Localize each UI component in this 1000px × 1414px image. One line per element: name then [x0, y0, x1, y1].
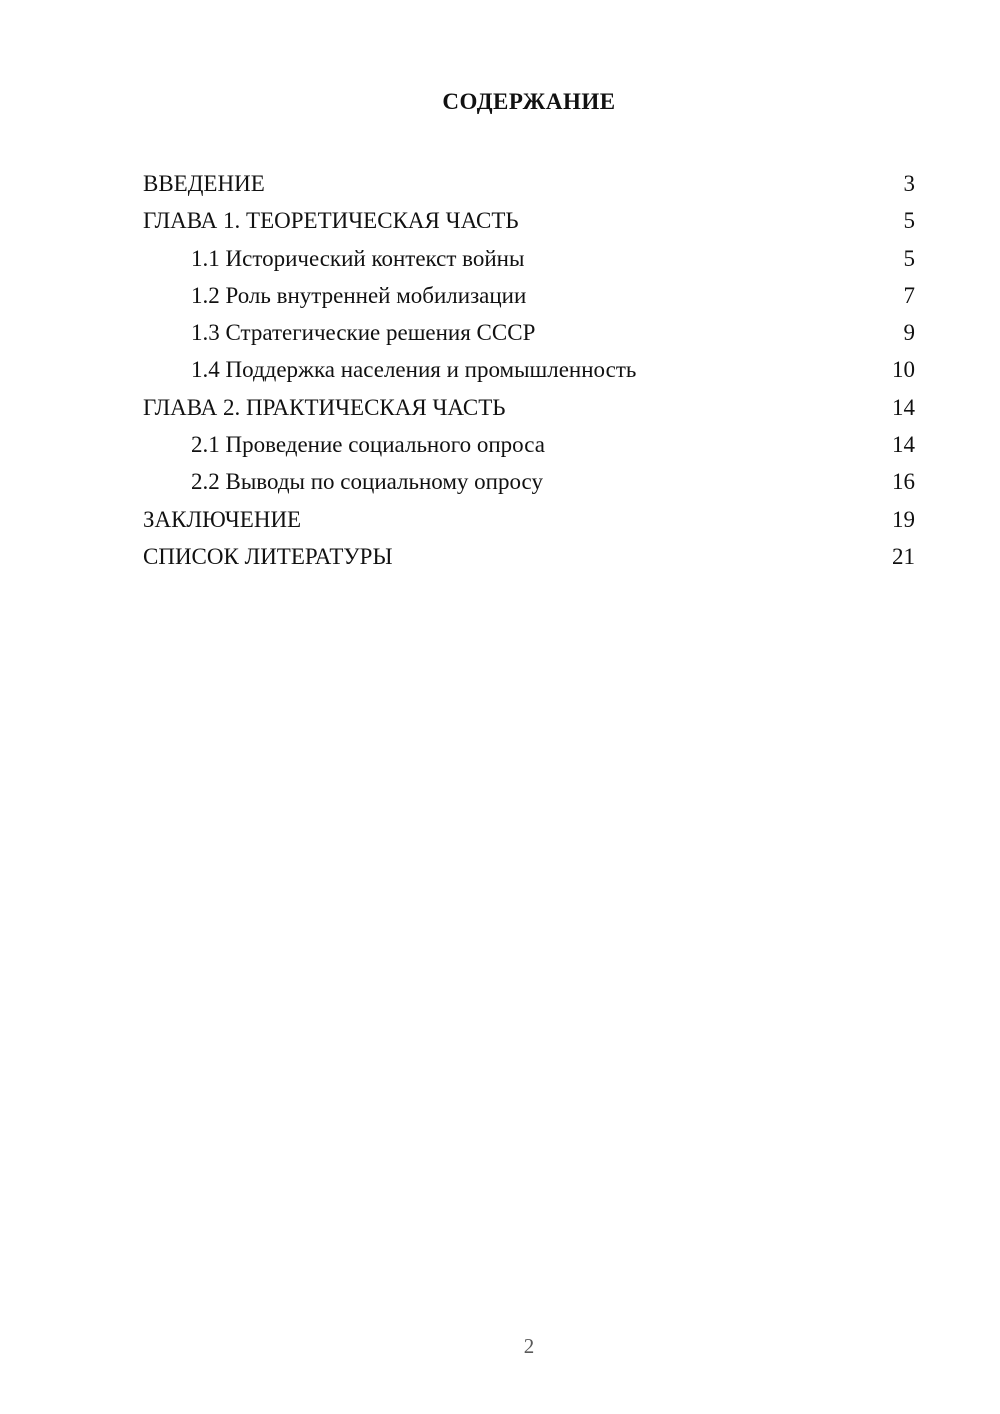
toc-entry	[143, 501, 915, 538]
toc-entry	[143, 351, 915, 388]
page-title: СОДЕРЖАНИЕ	[442, 89, 616, 114]
toc-entry-page: 16	[892, 469, 915, 495]
toc-entry	[143, 314, 915, 351]
toc-entry-label: 1.2 Роль внутренней мобилизации	[191, 282, 527, 308]
toc-entry	[143, 240, 915, 277]
toc-entry-label: 2.2 Выводы по социальному опросу	[191, 469, 543, 495]
toc-entry-label: ЗАКЛЮЧЕНИЕ	[143, 506, 302, 532]
toc-entry-label: 1.3 Стратегические решения СССР	[191, 320, 536, 346]
toc-entry-label: ГЛАВА 2. ПРАКТИЧЕСКАЯ ЧАСТЬ	[143, 394, 506, 420]
toc-entry	[143, 538, 915, 575]
toc-entry-label: 1.4 Поддержка населения и промышленность	[191, 357, 637, 383]
toc-entry-label: ГЛАВА 1. ТЕОРЕТИЧЕСКАЯ ЧАСТЬ	[143, 208, 519, 234]
toc-entry	[143, 463, 915, 500]
toc-entry	[143, 277, 915, 314]
toc-entry-page: 5	[903, 208, 915, 234]
toc-entry-label: СПИСОК ЛИТЕРАТУРЫ	[143, 543, 393, 569]
toc-entry-page: 19	[892, 506, 915, 532]
toc-entry-page: 3	[903, 171, 915, 196]
toc-entry-page: 5	[903, 245, 915, 271]
toc-entry	[143, 165, 915, 202]
toc-entry-page: 9	[903, 320, 915, 346]
table-of-contents	[143, 165, 915, 575]
toc-entry-label: 1.1 Исторический контекст войны	[191, 245, 525, 271]
toc-entry-page: 14	[892, 394, 915, 420]
toc-entry-page: 21	[892, 543, 915, 569]
toc-entry	[143, 426, 915, 463]
toc-entry-label: ВВЕДЕНИЕ	[143, 171, 265, 196]
toc-entry-label: 2.1 Проведение социального опроса	[191, 432, 545, 458]
toc-entry-page: 10	[892, 357, 915, 383]
toc-entry-page: 14	[892, 432, 915, 458]
footer-page-number: 2	[523, 1334, 535, 1358]
page-content	[143, 88, 915, 575]
toc-entry-page: 7	[903, 282, 915, 308]
toc-entry	[143, 202, 915, 239]
toc-entry	[143, 389, 915, 426]
